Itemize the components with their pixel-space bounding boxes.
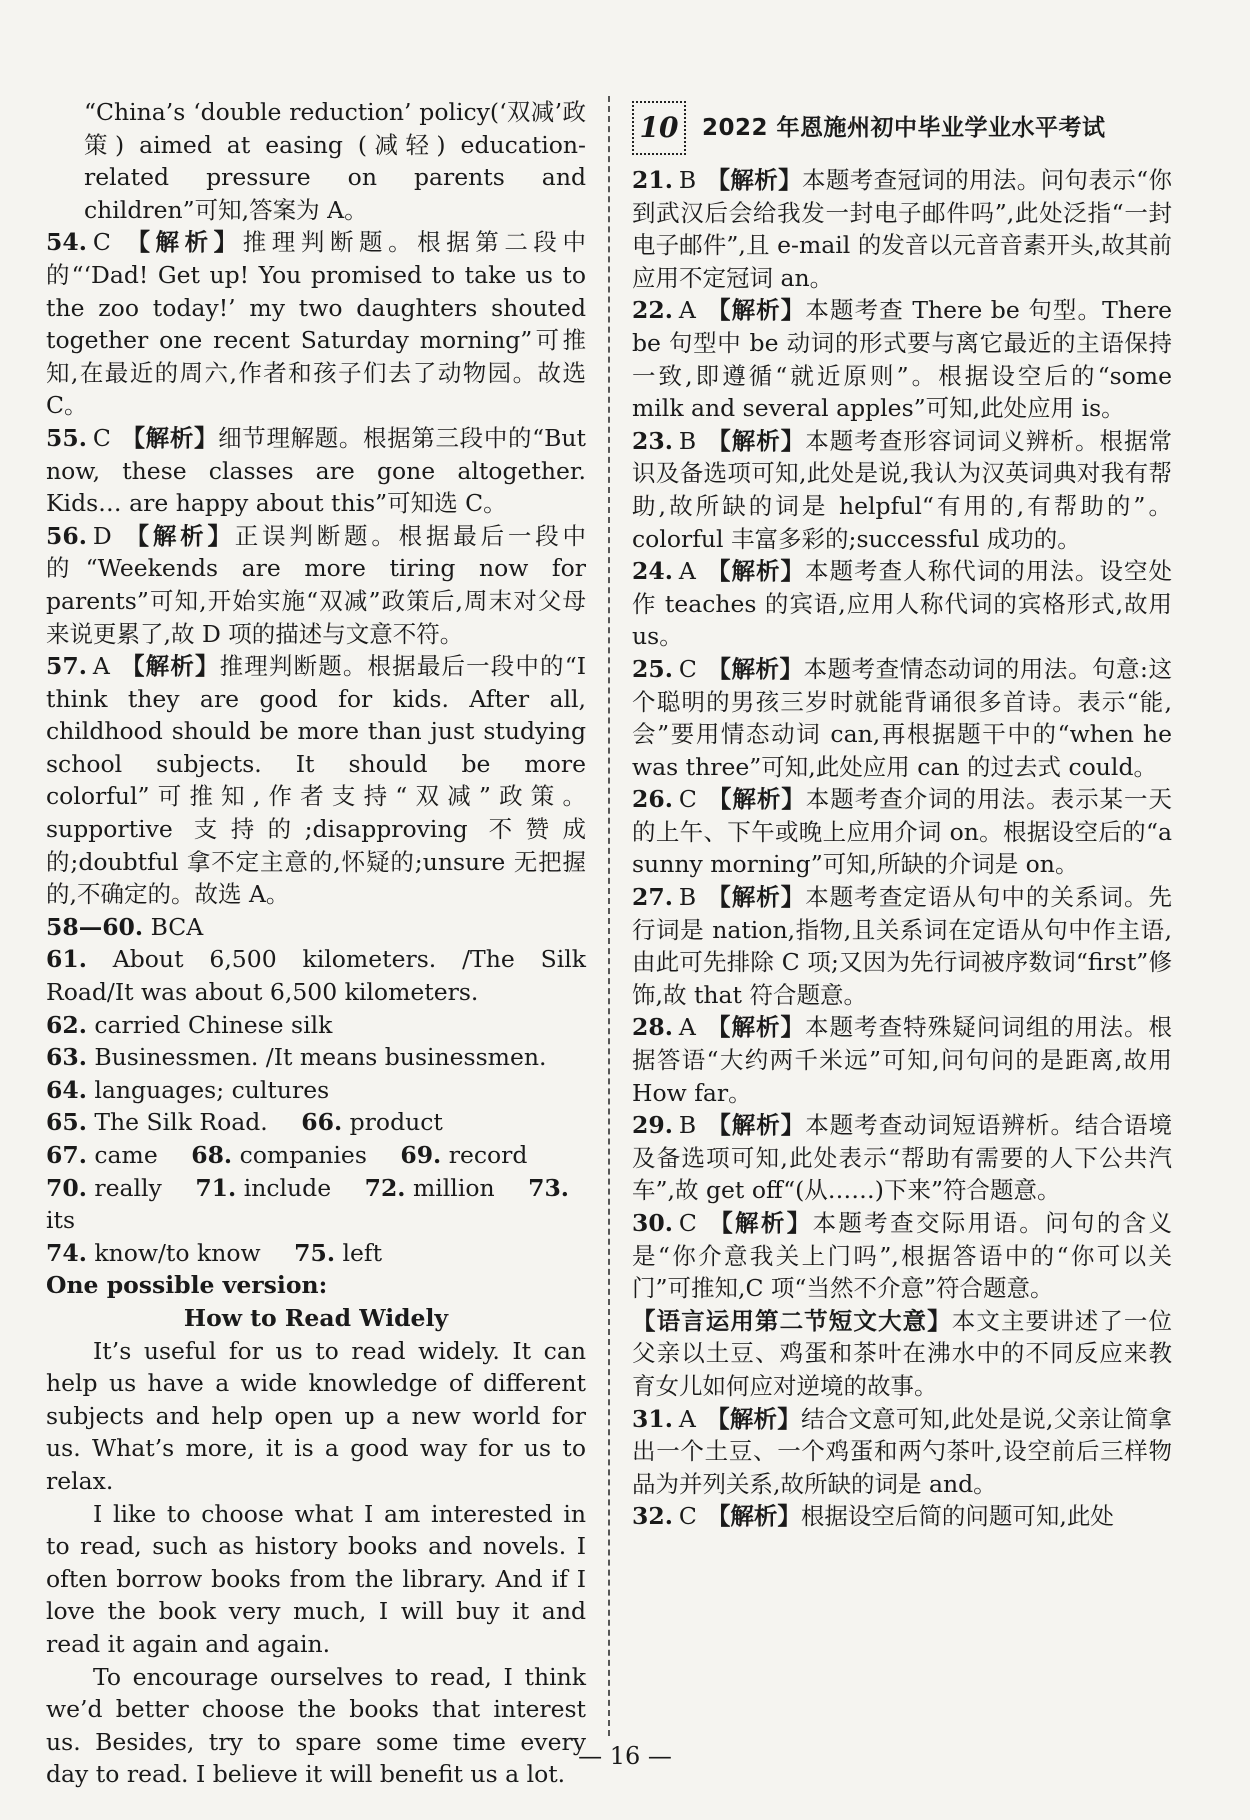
short-answer-list [46,911,586,1270]
exam-header [632,96,1172,160]
exam-title: 2022 年恩施州初中毕业学业水平考试 [702,114,1106,141]
essay-title: How to Read Widely [183,1303,449,1332]
page-badge: 10 [632,101,686,155]
short-answer: 63. Businessmen. /It means businessmen. [46,1043,547,1072]
short-answer: 64. languages; cultures [46,1075,330,1104]
version-label: One possible version: [46,1271,328,1300]
essay-paragraph: It’s useful for us to read widely. It can help us have a wide knowledge of different subjects and help open up a new world for us. What’s more, it is a good way for us to relax. [46,1336,586,1495]
right-column [632,96,1172,1533]
inline-answer-row: 67. came 68. companies 69. record [46,1141,528,1169]
answer-item: 30. C 【解析】本题考查交际用语。问句的含义是“你介意我关上门吗”,根据答语中的“你可以关门”可推知,C 项“当然不介意”符合题意。 [632,1209,1173,1303]
answer-item: 24. A 【解析】本题考查人称代词的用法。设空处作 teaches 的宾语,应用人称代词的宾格形式,故用 us。 [632,557,1173,651]
column-divider [608,96,610,1736]
answer-item: 55. C 【解析】细节理解题。根据第三段中的“But now, these classes are gone altogether. Kids… are happy about this”可知选 C。 [46,423,586,518]
inline-answer-row: 70. really 71. include 72. million 73. its [46,1173,569,1235]
answer-item: 23. B 【解析】本题考查形容词词义辨析。根据常识及备选项可知,此处是说,我认为汉英词典对我有帮助,故所缺的词是 helpful“有用的,有帮助的”。colorful 丰富多彩的;successful 成功的。 [632,426,1173,553]
answer-item: 25. C 【解析】本题考查情态动词的用法。句意:这个聪明的男孩三岁时就能背诵很多首诗。表示“能,会”要用情态动词 can,再根据题干中的“when he was three”可知,此处应用 can 的过去式 could。 [632,654,1173,781]
left-answer-list [46,226,586,910]
essay-paragraph: I like to choose what I am interested in to read, such as history books and novels. I often borrow books from the library. And if I love the book very much, I will buy it and read it again and again. [46,1499,586,1658]
essay-paragraph: To encourage ourselves to read, I think we’d better choose the books that interest us. Besides, try to spare some time every day to read. I believe it will benefit us a lot. [46,1662,586,1789]
answer-item: 27. B 【解析】本题考查定语从句中的关系词。先行词是 nation,指物,且关系词在定语从句中作主语,由此可先排除 C 项;又因为先行词被序数词“first”修饰,故 that 符合题意。 [632,883,1173,1009]
short-answer: 61. About 6,500 kilometers. /The Silk Road/It was about 6,500 kilometers. [46,945,586,1007]
answer-item: 29. B 【解析】本题考查动词短语辨析。结合语境及备选项可知,此处表示“帮助有需要的人下公共汽车”,故 get off“(从……)下来”符合题意。 [632,1111,1173,1205]
answer-item: 54. C 【解析】推理判断题。根据第二段中的“‘Dad! Get up! You promised to take us to the zoo today!’ my two daughters shouted together one recent Saturday morning”可推知,在最近的周六,作者和孩子们去了动物园。故选 C。 [46,228,587,420]
carry-over-text: “China’s ‘double reduction’ policy(‘双减’政策) aimed at easing (减轻) education-related pressure on parents and children”可知,答案为 A。 [84,98,586,224]
page-number: — 16 — [578,1742,672,1770]
section-summary: 【语言运用第二节短文大意】本文主要讲述了一位父亲以土豆、鸡蛋和茶叶在沸水中的不同反应来教育女儿如何应对逆境的故事。 [632,1306,1173,1400]
answer-item: 31. A 【解析】结合文意可知,此处是说,父亲让简拿出一个土豆、一个鸡蛋和两勺茶叶,设空前后三样物品为并列关系,故所缺的词是 and。 [632,1404,1172,1498]
inline-answer-row: 74. know/to know 75. left [46,1238,383,1267]
answer-item: 32. C 【解析】根据设空后简的问题可知,此处 [632,1502,1114,1531]
inline-answer-row: 65. The Silk Road. 66. product [46,1108,443,1137]
answer-item: 28. A 【解析】本题考查特殊疑问词组的用法。根据答语“大约两千米远”可知,问句问的是距离,故用 How far。 [632,1013,1173,1107]
short-answer: 62. carried Chinese silk [46,1010,333,1039]
right-answer-list [632,164,1172,1305]
answer-item: 21. B 【解析】本题考查冠词的用法。问句表示“你到武汉后会给我发一封电子邮件吗”,此处泛指“一封电子邮件”,且 e-mail 的发音以元音音素开头,故其前应用不定冠词 an。 [632,166,1172,292]
left-column [46,96,586,1791]
answer-item: 22. A 【解析】本题考查 There be 句型。There be 句型中 be 动词的形式要与离它最近的主语保持一致,即遵循“就近原则”。根据设空后的“some milk and several apples”可知,此处应用 is。 [632,296,1172,423]
answer-item: 57. A 【解析】推理判断题。根据最后一段中的“I think they are good for kids. After all, childhood should be more than just studying school subjects. It should be more colorful”可推知,作者支持“双减”政策。supportive 支持的;disapproving 不赞成的;doubtful 拿不定主意的,怀疑的;unsure 无把握的,不确定的。故选 A。 [46,652,587,909]
answer-item: 26. C 【解析】本题考查介词的用法。表示某一天的上午、下午或晚上应用介词 on。根据设空后的“a sunny morning”可知,所缺的介词是 on。 [632,785,1173,879]
sample-essay [46,1269,586,1791]
short-answer: 58—60. BCA [46,912,204,941]
answer-item: 56. D 【解析】正误判断题。根据最后一段中的“Weekends are more tiring now for parents”可知,开始实施“双减”政策后,周末对父母来说更累了,故 D 项的描述与文意不符。 [46,521,587,648]
right-answer-list-2 [632,1403,1172,1533]
